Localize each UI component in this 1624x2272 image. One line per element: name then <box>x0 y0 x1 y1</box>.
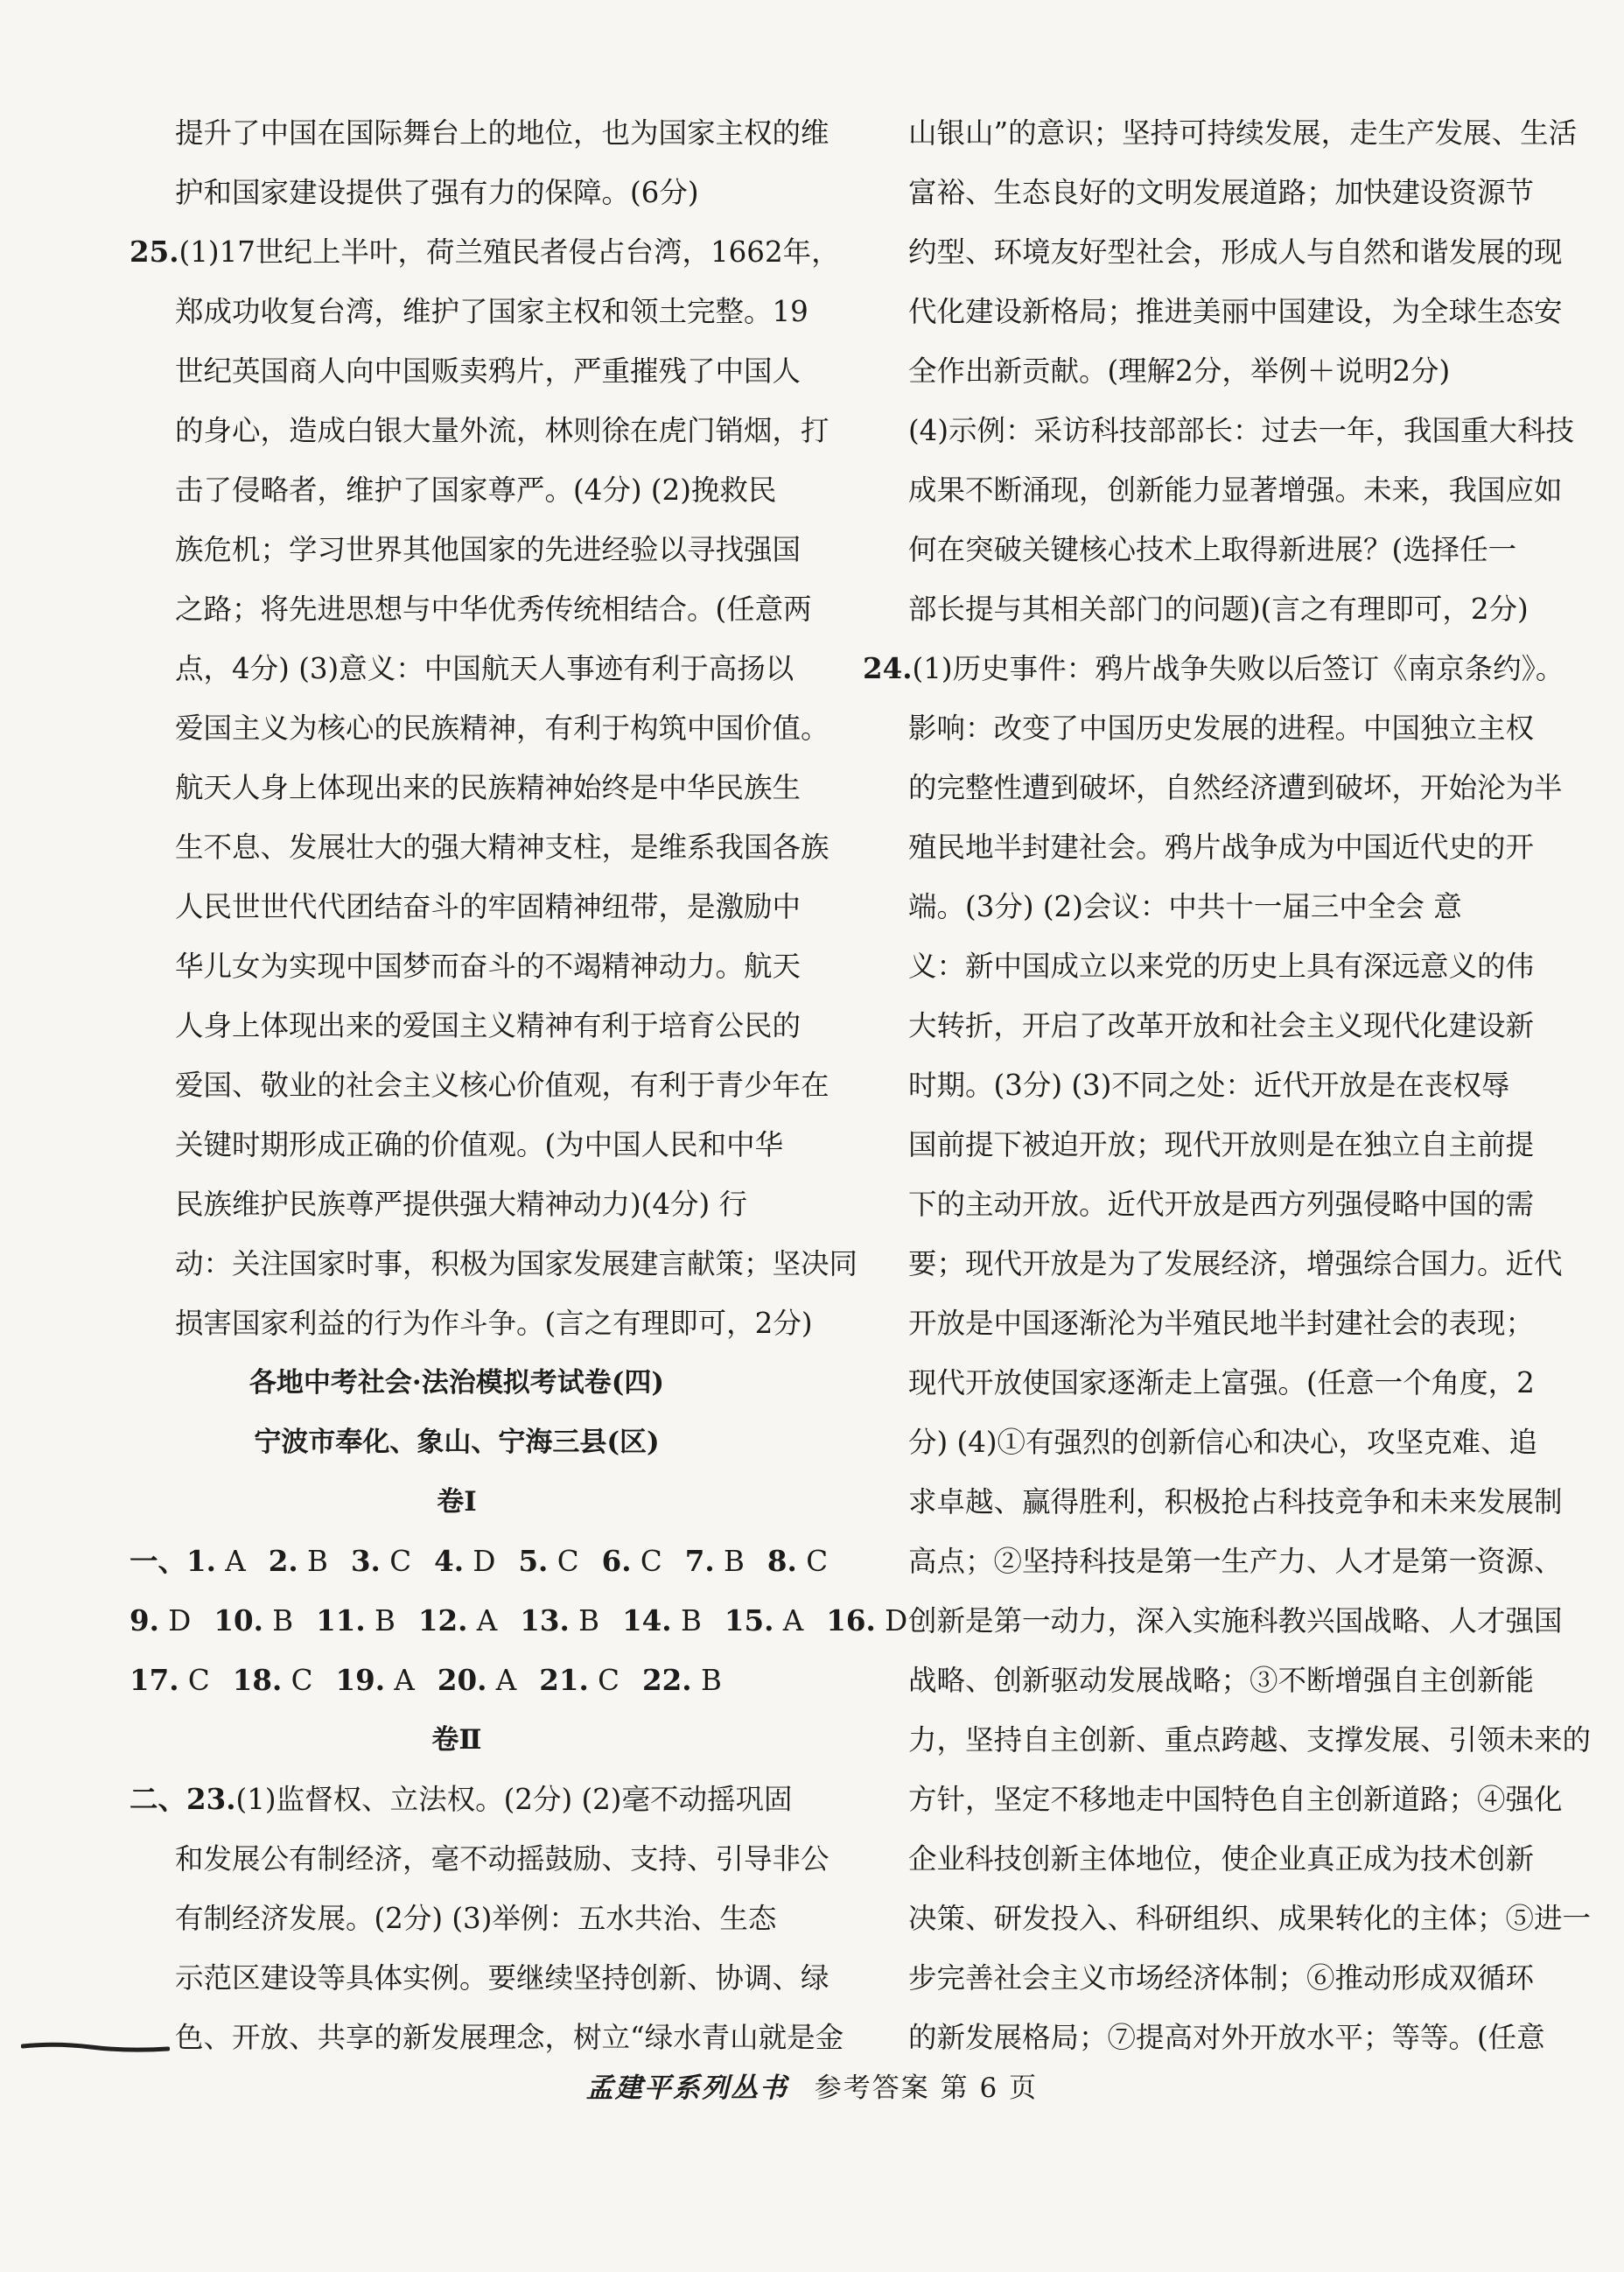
text-line <box>130 2008 844 2067</box>
text-line <box>130 758 802 817</box>
right-main-text <box>863 103 1592 2067</box>
text-line <box>863 1353 1535 1413</box>
page-footer <box>0 2065 1624 2105</box>
text-line <box>130 222 840 282</box>
text-line <box>130 1234 858 1294</box>
line-text: 和发展公有制经济，毫不动摇鼓励、支持、引导非公 <box>175 1842 830 1876</box>
answer-number: 14. <box>622 1603 672 1637</box>
answer-item <box>438 1651 516 1710</box>
pen-mark <box>21 2041 170 2053</box>
text-line <box>863 401 1575 460</box>
text-line <box>863 1055 1510 1115</box>
answer-number: 8. <box>766 1544 797 1578</box>
line-text: 民族维护民族尊严提供强大精神动力)(4分) 行 <box>175 1188 748 1221</box>
left-tail-text <box>130 1770 844 2067</box>
answer-item <box>767 1532 828 1591</box>
answer-number: 18. <box>232 1663 283 1697</box>
line-text: 动：关注国家时事，积极为国家发展建言献策；坚决同 <box>175 1247 858 1280</box>
text-line <box>863 1829 1535 1889</box>
line-text: 的完整性遭到破坏，自然经济遭到破坏，开始沦为半 <box>908 771 1563 804</box>
answer-item <box>214 1591 293 1651</box>
line-text: 山银山”的意识；坚持可持续发展，走生产发展、生活 <box>908 116 1578 150</box>
line-text: 郑成功收复台湾，维护了国家主权和领土完整。19 <box>175 295 808 328</box>
answer-item <box>130 1591 191 1651</box>
section-1-heading: 卷Ⅰ <box>437 1486 477 1518</box>
answer-number: 4. <box>434 1544 465 1578</box>
line-text: 的身心，造成白银大量外流，林则徐在虎门销烟，打 <box>175 414 830 447</box>
text-line <box>130 401 830 460</box>
text-line <box>863 2008 1545 2067</box>
text-line <box>130 1948 830 2008</box>
line-text: 方针，坚定不移地走中国特色自主创新道路；④强化 <box>908 1783 1563 1816</box>
answer-number: 22. <box>642 1663 692 1697</box>
line-text: 有制经济发展。(2分) (3)举例：五水共治、生态 <box>175 1902 777 1935</box>
answer-letter: B <box>374 1604 396 1637</box>
text-line <box>863 341 1502 401</box>
footer-page: 第 6 页 <box>940 2072 1039 2104</box>
answer-row <box>130 1651 784 1710</box>
text-line <box>130 698 830 758</box>
answer-letter: C <box>389 1545 412 1578</box>
text-line <box>130 1055 830 1115</box>
text-line <box>130 460 784 520</box>
answer-letter: D <box>885 1604 908 1637</box>
text-line <box>863 1591 1563 1651</box>
line-text: 下的主动开放。近代开放是西方列强侵略中国的需 <box>908 1188 1535 1221</box>
text-line <box>130 1770 793 1829</box>
answer-number: 12. <box>417 1603 468 1637</box>
answer-number: 13. <box>520 1603 570 1637</box>
text-line <box>863 639 1564 698</box>
answer-letter: C <box>556 1545 579 1578</box>
answer-number: 2. <box>268 1544 298 1578</box>
line-text: 何在突破关键核心技术上取得新进展？(选择任一 <box>908 533 1517 566</box>
answer-letter: B <box>272 1604 294 1637</box>
left-main-text <box>130 103 858 1353</box>
line-text: 分) (4)①有强烈的创新信心和决心，攻坚克难、追 <box>908 1426 1538 1459</box>
line-text: 殖民地半封建社会。鸦片战争成为中国近代史的开 <box>908 831 1535 864</box>
answer-letter: D <box>168 1604 192 1637</box>
question-number: 24. <box>863 651 913 685</box>
answer-letter: B <box>700 1664 722 1697</box>
text-line <box>863 817 1535 877</box>
line-text: 决策、研发投入、科研组织、成果转化的主体；⑤进一 <box>908 1902 1592 1935</box>
answer-item <box>130 1532 246 1591</box>
multiple-choice-answers <box>130 1532 908 1710</box>
answer-number: 19. <box>335 1663 386 1697</box>
line-text: 代化建设新格局；推进美丽中国建设，为全球生态安 <box>908 295 1563 328</box>
answer-letter: C <box>290 1664 313 1697</box>
text-line <box>863 222 1563 282</box>
answer-item <box>233 1651 313 1710</box>
line-text: 求卓越、赢得胜利，积极抢占科技竞争和未来发展制 <box>908 1485 1563 1518</box>
text-line <box>863 1294 1535 1353</box>
text-line <box>130 341 802 401</box>
line-text: 开放是中国逐渐沦为半殖民地半封建社会的表现； <box>908 1307 1535 1340</box>
line-text: 义：新中国成立以来党的历史上具有深远意义的伟 <box>908 950 1535 983</box>
text-line <box>863 282 1563 341</box>
answer-letter: C <box>640 1545 662 1578</box>
exam-title: 各地中考社会·法治模拟考试卷(四) <box>248 1367 665 1399</box>
text-line <box>130 282 808 341</box>
answer-number: 17. <box>130 1663 179 1697</box>
line-text: (4)示例：采访科技部部长：过去一年，我国重大科技 <box>908 414 1575 447</box>
answer-item <box>418 1591 497 1651</box>
line-text: 影响：改变了中国历史发展的进程。中国独立主权 <box>908 712 1535 745</box>
text-line <box>130 1829 830 1889</box>
text-line <box>863 460 1563 520</box>
text-line <box>863 936 1535 996</box>
text-line <box>863 103 1578 163</box>
answer-letter: C <box>187 1664 210 1697</box>
line-text: 护和国家建设提供了强有力的保障。(6分) <box>175 176 699 209</box>
line-text: 战略、创新驱动发展战略；③不断增强自主创新能 <box>908 1664 1535 1697</box>
answer-letter: B <box>680 1604 702 1637</box>
line-text: 现代开放使国家逐渐走上富强。(任意一个角度，2 <box>908 1366 1535 1399</box>
line-text: 大转折，开启了改革开放和社会主义现代化建设新 <box>908 1009 1535 1042</box>
answer-item <box>518 1532 578 1591</box>
answer-item <box>642 1651 722 1710</box>
line-text: 提升了中国在国际舞台上的地位，也为国家主权的维 <box>175 116 830 150</box>
line-text: 击了侵略者，维护了国家尊严。(4分) (2)挽救民 <box>175 473 777 507</box>
answer-item <box>520 1591 599 1651</box>
text-line <box>130 1889 784 1948</box>
line-text: 高点；②坚持科技是第一生产力、人才是第一资源、 <box>908 1545 1563 1578</box>
line-text: 世纪英国商人向中国贩卖鸦片，严重摧残了中国人 <box>175 354 802 388</box>
answer-number: 3. <box>350 1544 381 1578</box>
text-line <box>863 520 1517 579</box>
text-line <box>863 1472 1563 1532</box>
line-text: 富裕、生态良好的文明发展道路；加快建设资源节 <box>908 176 1535 209</box>
text-line <box>130 103 830 163</box>
line-text: 色、开放、共享的新发展理念，树立“绿水青山就是金 <box>175 2021 844 2054</box>
line-text: 部长提与其相关部门的问题)(言之有理即可，2分) <box>908 593 1529 626</box>
text-line <box>130 579 812 639</box>
answer-number: 15. <box>724 1603 774 1637</box>
right-column <box>863 103 1592 2067</box>
line-text: 关键时期形成正确的价值观。(为中国人民和中华 <box>175 1128 784 1161</box>
line-text: 力，坚持自主创新、重点跨越、支撑发展、引领未来的 <box>908 1723 1592 1757</box>
text-line <box>863 758 1563 817</box>
answer-number: 11. <box>316 1603 366 1637</box>
text-line <box>130 1294 813 1353</box>
text-line <box>130 877 802 936</box>
line-text: (1)监督权、立法权。(2分) (2)毫不动摇巩固 <box>235 1783 793 1816</box>
answer-item <box>602 1532 662 1591</box>
line-text: 端。(3分) (2)会议：中共十一届三中全会 意 <box>908 890 1462 923</box>
text-line <box>863 996 1535 1055</box>
line-text: 点，4分) (3)意义：中国航天人事迹有利于高扬以 <box>175 652 794 685</box>
line-text: 人身上体现出来的爱国主义精神有利于培育公民的 <box>175 1009 802 1042</box>
text-line <box>130 817 830 877</box>
answer-letter: B <box>307 1545 328 1578</box>
line-text: 成果不断涌现，创新能力显著增强。未来，我国应如 <box>908 473 1563 507</box>
text-line <box>130 936 802 996</box>
answer-letter: A <box>782 1604 804 1637</box>
line-text: 之路；将先进思想与中华优秀传统相结合。(任意两 <box>175 593 812 626</box>
answer-letter: D <box>472 1545 496 1578</box>
text-line <box>863 579 1529 639</box>
answer-row <box>130 1532 829 1591</box>
text-line <box>130 1115 784 1175</box>
text-line <box>863 1532 1563 1591</box>
line-text: (1)17世纪上半叶，荷兰殖民者侵占台湾，1662年， <box>178 235 840 269</box>
line-text: 生不息、发展壮大的强大精神支柱，是维系我国各族 <box>175 831 830 864</box>
answer-item <box>685 1532 745 1591</box>
line-text: 人民世世代代团结奋斗的牢固精神纽带，是激励中 <box>175 890 802 923</box>
text-line <box>130 163 784 222</box>
line-text: 要；现代开放是为了发展经济，增强综合国力。近代 <box>908 1247 1563 1280</box>
question-number: 25. <box>130 235 179 269</box>
line-text: 的新发展格局；⑦提高对外开放水平；等等。(任意 <box>908 2021 1545 2054</box>
answer-number: 9. <box>130 1603 159 1637</box>
answer-item <box>316 1591 396 1651</box>
line-text: 全作出新贡献。(理解2分，举例＋说明2分) <box>908 354 1451 388</box>
answer-number: 7. <box>684 1544 715 1578</box>
answer-number: 20. <box>437 1663 487 1697</box>
answer-letter: B <box>578 1604 600 1637</box>
line-text: 族危机；学习世界其他国家的先进经验以寻找强国 <box>175 533 802 566</box>
line-text: 示范区建设等具体实例。要继续坚持创新、协调、绿 <box>175 1961 830 1995</box>
exam-region: 宁波市奉化、象山、宁海三县(区) <box>254 1427 660 1458</box>
answer-letter: C <box>806 1545 829 1578</box>
line-text: 步完善社会主义市场经济体制；⑥推动形成双循环 <box>908 1961 1535 1995</box>
footer-brand: 孟建平系列丛书 <box>585 2072 788 2104</box>
answer-item <box>622 1591 702 1651</box>
answer-letter: A <box>495 1664 517 1697</box>
text-line <box>130 639 794 698</box>
text-line <box>863 1651 1535 1710</box>
answer-item <box>539 1651 620 1710</box>
answer-number: 5. <box>518 1544 549 1578</box>
line-text: (1)历史事件：鸦片战争失败以后签订《南京条约》。 <box>912 652 1564 685</box>
text-line <box>863 1115 1535 1175</box>
line-text: 国前提下被迫开放；现代开放则是在独立自主前提 <box>908 1128 1535 1161</box>
answer-number: 6. <box>601 1544 632 1578</box>
line-text: 时期。(3分) (3)不同之处：近代开放是在丧权辱 <box>908 1069 1510 1102</box>
answer-number: 16. <box>826 1603 876 1637</box>
line-text: 华儿女为实现中国梦而奋斗的不竭精神动力。航天 <box>175 950 802 983</box>
answer-item <box>434 1532 495 1591</box>
section-2-heading: 卷Ⅱ <box>431 1724 482 1756</box>
question-number: 二、23. <box>130 1782 236 1816</box>
answer-number: 10. <box>214 1603 263 1637</box>
text-line <box>130 1175 784 1234</box>
answer-item <box>351 1532 411 1591</box>
answer-item <box>269 1532 328 1591</box>
answer-item <box>724 1591 803 1651</box>
line-text: 创新是第一动力，深入实施科教兴国战略、人才强国 <box>908 1604 1563 1637</box>
text-line <box>863 1948 1535 2008</box>
answer-letter: A <box>225 1545 246 1578</box>
text-line <box>863 163 1535 222</box>
footer-label: 参考答案 <box>814 2072 930 2104</box>
line-text: 企业科技创新主体地位，使企业真正成为技术创新 <box>908 1842 1535 1876</box>
line-text: 爱国、敬业的社会主义核心价值观，有利于青少年在 <box>175 1069 830 1102</box>
text-line <box>863 1175 1535 1234</box>
answer-number: 一、1. <box>130 1544 216 1578</box>
answer-letter: C <box>598 1664 620 1697</box>
answer-item <box>336 1651 415 1710</box>
line-text: 爱国主义为核心的民族精神，有利于构筑中国价值。 <box>175 712 830 745</box>
line-text: 约型、环境友好型社会，形成人与自然和谐发展的现 <box>908 235 1563 269</box>
answer-letter: A <box>476 1604 498 1637</box>
answer-item <box>130 1651 210 1710</box>
answer-row <box>130 1591 908 1651</box>
text-line <box>863 698 1535 758</box>
answer-number: 21. <box>539 1663 589 1697</box>
text-line <box>863 1889 1592 1948</box>
text-line <box>863 1710 1592 1770</box>
line-text: 航天人身上体现出来的民族精神始终是中华民族生 <box>175 771 802 804</box>
text-line <box>863 1234 1563 1294</box>
text-line <box>863 1413 1538 1472</box>
text-line <box>863 877 1502 936</box>
answer-letter: A <box>394 1664 415 1697</box>
text-line <box>863 1770 1563 1829</box>
answer-letter: B <box>724 1545 745 1578</box>
text-line <box>130 520 802 579</box>
line-text: 损害国家利益的行为作斗争。(言之有理即可，2分) <box>175 1307 813 1340</box>
text-line <box>130 996 802 1055</box>
